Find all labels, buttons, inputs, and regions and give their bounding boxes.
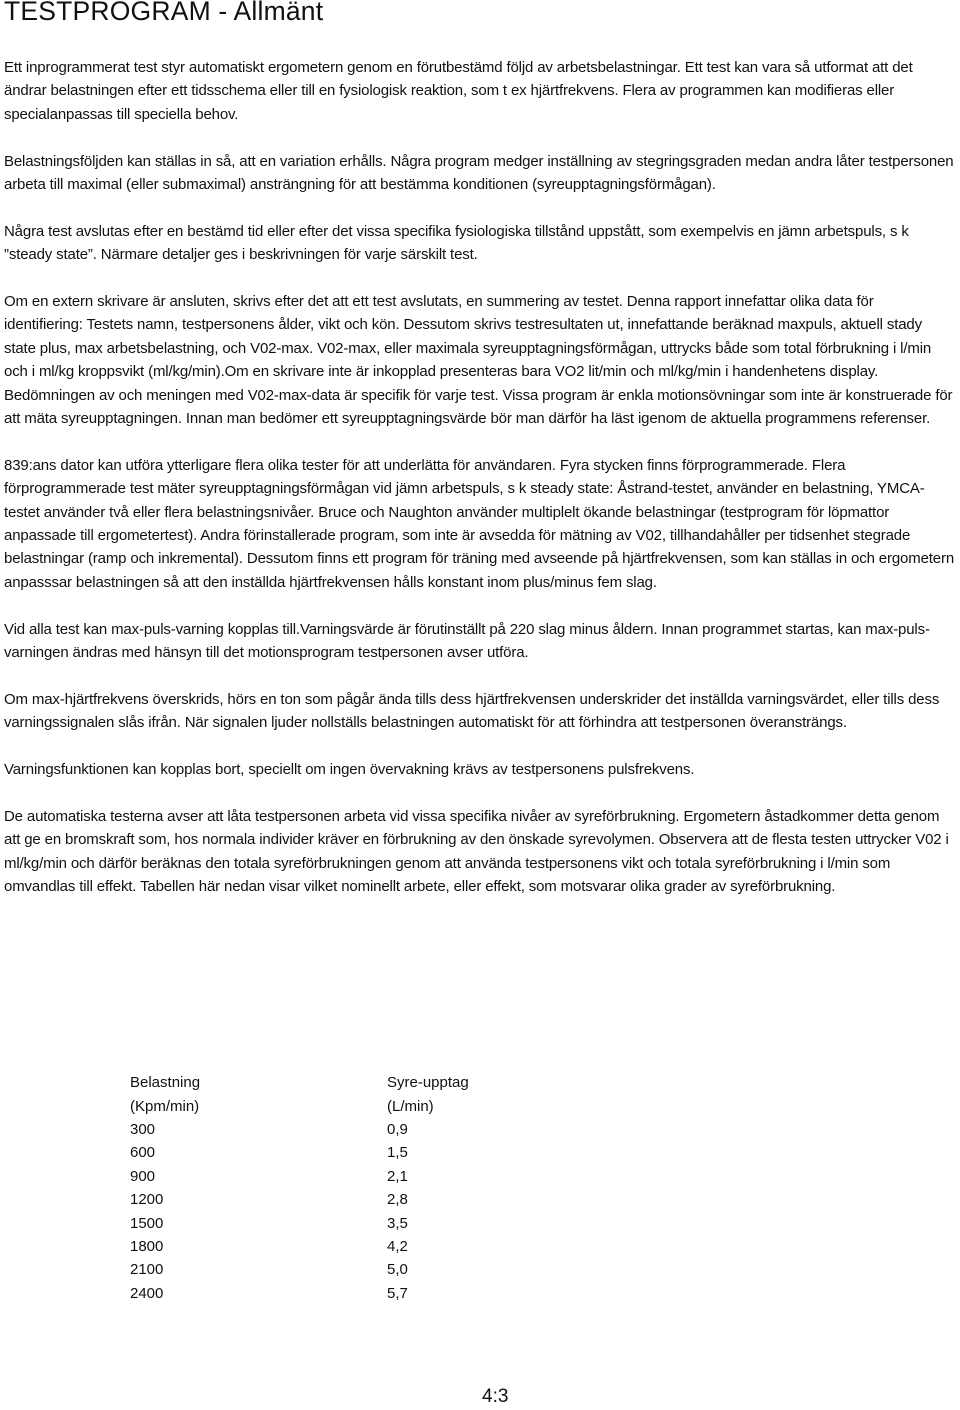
paragraph-test-termination: Några test avslutas efter en bestämd tid eller efter det vissa specifika fysiologiska tillstånd uppstått, som exempelvis en jämn arbetspuls, s k ”steady state”. Närmare detaljer ges i beskrivningen för varje särskilt test. <box>4 222 909 264</box>
header-oxygen-uptake: Syre-upptag <box>387 1074 469 1092</box>
cell-oxygen: 5,0 <box>387 1261 408 1279</box>
paragraph-warning-disable: Varningsfunktionen kan kopplas bort, speciellt om ingen övervakning krävs av testpersonens pulsfrekvens. <box>4 761 695 779</box>
table-unit-row <box>130 1094 469 1117</box>
body-text <box>4 56 954 922</box>
paragraph-max-pulse-warning: Vid alla test kan max-puls-varning kopplas till.Varningsvärde är förutinställt på 220 slag minus åldern. Innan programmet startas, kan max-puls-varningen ändras med hänsyn till det motionsprogram testpersonen avser utföra. <box>4 620 930 662</box>
paragraph-oxygen-consumption: De automatiska testerna avser att låta testpersonen arbeta vid vissa specifika nivåer av syreförbrukning. Ergometern åstadkommer detta genom att ge en bromskraft som, hos normala individer kräver en förbrukning av den önskade syrevolymen. Observera att de flesta testen uttrycker V02 i ml/kg/min och därför beräknas den totala syreförbrukningen genom att använda testpersonens vikt och totala syreförbrukning i l/min som omvandlas till effekt. Tabellen här nedan visar vilket nominellt arbete, eller effekt, som motsvarar olika grader av syreförbrukning. <box>4 807 949 896</box>
cell-oxygen: 0,9 <box>387 1120 408 1138</box>
header-load: Belastning <box>130 1074 201 1092</box>
cell-oxygen: 2,1 <box>387 1167 408 1185</box>
paragraph-preprogrammed-tests: 839:ans dator kan utföra ytterligare flera olika tester för att underlätta för användaren. Fyra stycken finns förprogrammerade. Flera förprogrammerade test mäter syreupptagningsförmågan vid jämn arbetspuls, s k steady state: Åstrand-testet, använder en belastning, YMCA-testet använder två eller flera belastningsnivåer. Bruce och Naughton använder multiplelt ökande belastningar (testprogram för löpmattor anpassade till ergometertest). Andra förinstallerade program, som inte är avsedda för mätning av V02, tillhandahåller per tidsenhet stegrade belastningar (ramp och inkremental). Dessutom finns ett program för träning med avseende på hjärtfrekvensen, som kan ställas in och ergometern anpasssar belastningen så att den inställda hjärtfrekvensen hålls konstant inom plus/minus fem slag. <box>4 456 955 591</box>
cell-load: 300 <box>130 1120 156 1138</box>
table-row <box>130 1282 469 1305</box>
cell-load: 600 <box>130 1144 156 1162</box>
page-title: TESTPROGRAM - Allmänt <box>4 0 324 26</box>
load-oxygen-table <box>130 1071 469 1305</box>
cell-oxygen: 5,7 <box>387 1284 408 1302</box>
table-row <box>130 1258 469 1281</box>
cell-oxygen: 2,8 <box>387 1191 408 1209</box>
paragraph-load-sequence: Belastningsföljden kan ställas in så, att en variation erhålls. Några program medger inställning av stegringsgraden medan andra låter testpersonen arbeta till maximal (eller submaximal) ansträngning för att bestämma konditionen (syreupptagningsförmågan). <box>4 152 954 194</box>
table-row <box>130 1211 469 1234</box>
cell-oxygen: 1,5 <box>387 1144 408 1162</box>
cell-load: 900 <box>130 1167 156 1185</box>
cell-load: 1800 <box>130 1237 164 1255</box>
table-header-row <box>130 1071 469 1094</box>
paragraph-warning-tone: Om max-hjärtfrekvens överskrids, hörs en ton som pågår ända tills dess hjärtfrekvensen underskrider det inställda varningsvärdet, eller tills dess varningssignalen slås ifrån. När signalen ljuder nollställs belastningen automatiskt för att förhindra att testpersonen överansträngs. <box>4 690 940 732</box>
unit-load: (Kpm/min) <box>130 1097 200 1115</box>
table-row <box>130 1141 469 1164</box>
cell-oxygen: 4,2 <box>387 1237 408 1255</box>
paragraph-printer-report: Om en extern skrivare är ansluten, skrivs efter det att ett test avslutats, en summering av testet. Denna rapport innefattar olika data för identifiering: Testets namn, testpersonens ålder, vikt och kön. Dessutom skrivs testresultaten ut, innefattande beräknad maxpuls, aktuell stady state plus, max arbetsbelastning, och V02-max. V02-max, eller maximala syreupptagningsförmågan, uttrycks både som total förbrukning i l/min och i ml/kg kroppsvikt (ml/kg/min).Om en skrivare inte är inkopplad presenteras bara VO2 lit/min och ml/kg/min i handenhetens display. Bedömningen av och meningen med V02-max-data är specifik för varje test. Vissa program är enkla motionsövningar som inte är konstruerade för att mäta syreupptagningen. Innan man bedömer ett syreupptagningsvärde bör man därför ha läst igenom de aktuella programmens referenser. <box>4 293 953 428</box>
page-number: 4:3 <box>482 1386 509 1407</box>
paragraph-intro: Ett inprogrammerat test styr automatiskt ergometern genom en förutbestämd följd av arbetsbelastningar. Ett test kan vara så utformat att det ändrar belastningen efter ett tidsschema eller till en fysiologisk reaktion, som t ex hjärtfrekvens. Flera av programmen kan modifieras eller specialanpassas till speciella behov. <box>4 59 913 123</box>
table-row <box>130 1235 469 1258</box>
cell-load: 2100 <box>130 1261 164 1279</box>
cell-load: 2400 <box>130 1284 164 1302</box>
cell-oxygen: 3,5 <box>387 1214 408 1232</box>
cell-load: 1500 <box>130 1214 164 1232</box>
table-row <box>130 1118 469 1141</box>
cell-load: 1200 <box>130 1191 164 1209</box>
table-row <box>130 1165 469 1188</box>
table-row <box>130 1188 469 1211</box>
unit-oxygen-uptake: (L/min) <box>387 1097 434 1115</box>
